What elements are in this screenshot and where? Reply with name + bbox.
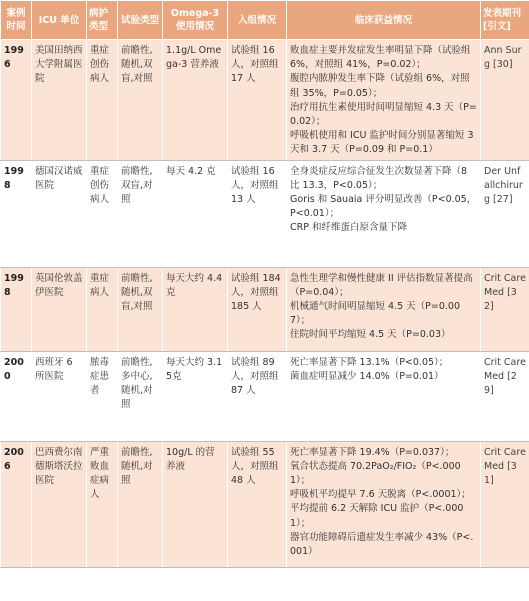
omega3-usage: 每天大约 3.15克: [163, 351, 228, 441]
journal-citation: Crit Care Med [31]: [481, 441, 529, 567]
outcome-item: 呼吸机使用和 ICU 监护时间分别显著缩短 3 天和 3.7 天（P=0.09 和 P=0.1）: [290, 130, 474, 156]
header-clinical-benefit: 临床获益情况: [287, 1, 481, 40]
icu-unit: 英国伦敦盖伊医院: [32, 267, 87, 351]
outcome-item: 住院时间平均缩短 4.5 天（P=0.03）: [290, 329, 451, 341]
journal-citation: Crit Care Med [29]: [481, 351, 529, 441]
icu-unit: 巴西费尔南德斯塔沃拉医院: [32, 441, 87, 567]
header-case-time: 案例时间: [1, 1, 32, 40]
table-row: [1, 441, 529, 567]
clinical-benefit: [287, 160, 481, 267]
outcome-item: 菌血症明显减少 14.0%（P=0.01）: [290, 370, 444, 382]
icu-unit: 德国汉诺威医院: [32, 160, 87, 267]
journal-citation: Crit Care Med [32]: [481, 267, 529, 351]
trial-design: 前瞻性,随机,双盲,对照: [118, 40, 163, 161]
table-row: [1, 267, 529, 351]
header-enrollment: 入组情况: [228, 1, 287, 40]
enrollment: 试验组 89 人，对照组 87 人: [228, 351, 287, 441]
patient-type: 重症创伤病人: [87, 160, 118, 267]
outcome-item: 败血症主要并发症发生率明显下降（试验组 6%，对照组 41%，P=0.02）；: [290, 45, 471, 71]
trial-design: 前瞻性,随机,对照: [118, 441, 163, 567]
case-year: 1998: [1, 267, 32, 351]
table-row: [1, 40, 529, 161]
patient-type: 严重败血症病人: [87, 441, 118, 567]
enrollment: 试验组 184 人，对照组 185 人: [228, 267, 287, 351]
case-year: 2000: [1, 351, 32, 441]
outcome-item: Goris 和 Sauaia 评分明显改善（P<0.05，P<0.01）；: [290, 194, 477, 220]
outcome-item: 腹腔内脓肿发生率下降（试验组 6%，对照组 35%，P=0.05）；: [290, 73, 470, 99]
outcome-item: 死亡率显著下降 13.1%（P<0.05）；: [290, 356, 449, 368]
case-year: 1996: [1, 40, 32, 161]
outcome-item: 死亡率显著下降 19.4%（P=0.037）；: [290, 446, 455, 458]
clinical-benefit: [287, 441, 481, 567]
journal-citation: Der Unfallchirurg [27]: [481, 160, 529, 267]
omega3-usage: 10g/L 的营养液: [163, 441, 228, 567]
enrollment: 试验组 55 人，对照组 48 人: [228, 441, 287, 567]
trial-design: 前瞻性,双盲,对照: [118, 160, 163, 267]
case-year: 1998: [1, 160, 32, 267]
header-row: [1, 1, 529, 40]
outcome-item: 全身炎症反应综合征发生次数显著下降（8 比 13.3，P<0.05）；: [290, 165, 468, 191]
header-icu-unit: ICU 单位: [32, 1, 87, 40]
outcome-item: 治疗用抗生素使用时间明显缩短 4.3 天（P=0.02）；: [290, 101, 477, 128]
outcome-item: 氧合状态提高 70.2PaO₂/FIO₂（P<.0001）；: [290, 460, 461, 487]
patient-type: 重症创伤病人: [87, 40, 118, 161]
omega3-usage: 每天 4.2 克: [163, 160, 228, 267]
patient-type: 脓毒症患者: [87, 351, 118, 441]
case-year: 2006: [1, 441, 32, 567]
outcome-item: 急性生理学和慢性健康 II 评估指数显著提高（P=0.04）；: [290, 272, 473, 298]
clinical-benefit: [287, 351, 481, 441]
enrollment: 试验组 16 人，对照组 17 人: [228, 40, 287, 161]
outcome-item: CRP 和纤维蛋白原含量下降: [290, 222, 407, 234]
patient-type: 重症病人: [87, 267, 118, 351]
outcome-item: 机械通气时间明显缩短 4.5 天（P=0.007）；: [290, 301, 460, 327]
icu-unit: 西班牙 6 所医院: [32, 351, 87, 441]
header-patient-type: 病护类型: [87, 1, 118, 40]
enrollment: 试验组 16 人，对照组 13 人: [228, 160, 287, 267]
outcome-item: 呼吸机平均提早 7.6 天脱离（P<.0001）；: [290, 489, 471, 501]
header-trial-type: 试验类型: [118, 1, 163, 40]
omega3-usage: 1.1g/L Omega-3 营养液: [163, 40, 228, 161]
omega3-usage: 每天大约 4.4克: [163, 267, 228, 351]
table-row: [1, 160, 529, 267]
clinical-benefit: [287, 267, 481, 351]
clinical-benefit: [287, 40, 481, 161]
icu-unit: 美国田纳西大学附属医院: [32, 40, 87, 161]
journal-citation: Ann Surg [30]: [481, 40, 529, 161]
outcome-item: 器官功能障碍后遗症发生率减少 43%（P<.001）: [290, 531, 474, 558]
trial-design: 前瞻性,多中心,随机,对照: [118, 351, 163, 441]
table-row: [1, 351, 529, 441]
outcome-item: 平均提前 6.2 天解除 ICU 监护（P<.0001）；: [290, 503, 464, 529]
header-journal: 发表期刊[引文]: [481, 1, 529, 40]
trial-design: 前瞻性,随机,双盲,对照: [118, 267, 163, 351]
header-omega3-usage: Omega-3 使用情况: [163, 1, 228, 40]
